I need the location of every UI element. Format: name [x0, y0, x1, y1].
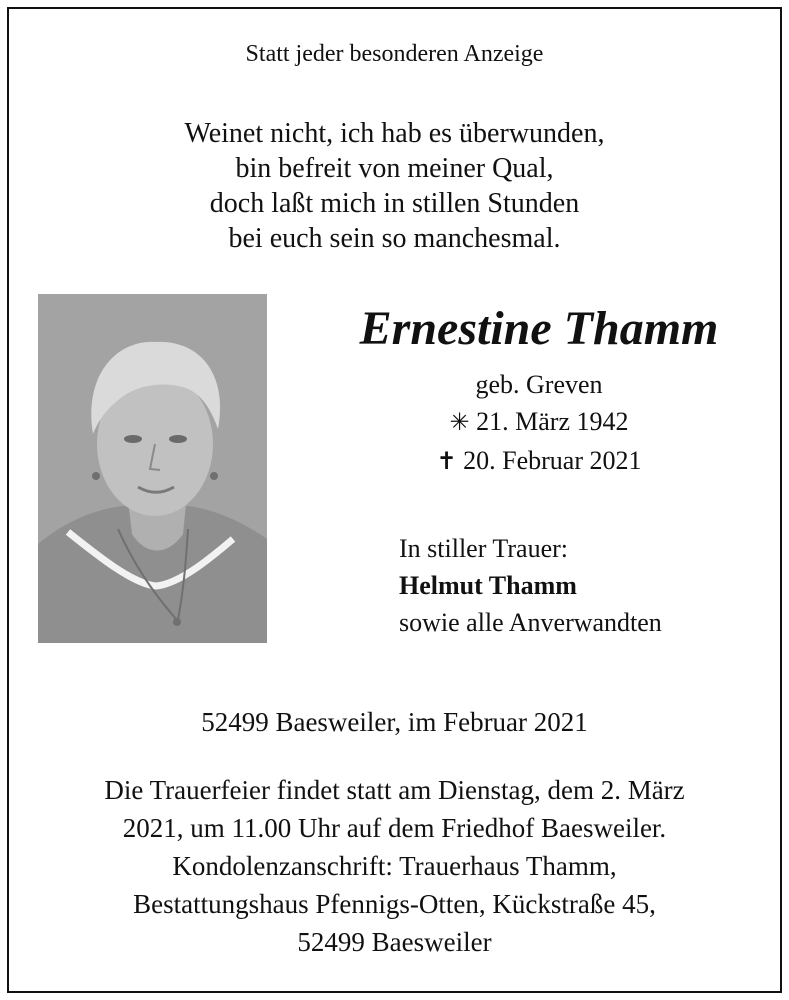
life-dates [389, 366, 689, 481]
poem-line: Weinet nicht, ich hab es überwunden, [184, 118, 605, 149]
details-line: Die Trauerfeier findet statt am Dienstag, dem 2. März [104, 775, 685, 805]
birth-line [389, 403, 689, 442]
birth-star-icon: ✳ [449, 410, 470, 436]
mourners-intro: In stiller Trauer: [399, 534, 568, 563]
details-line: 52499 Baesweiler [297, 927, 492, 957]
death-date: 20. Februar 2021 [463, 446, 642, 475]
details-line: 2021, um 11.00 Uhr auf dem Friedhof Baesweiler. [122, 813, 667, 843]
death-cross-icon: ✝ [436, 449, 457, 475]
place-date: 52499 Baesweiler, im Februar 2021 [201, 707, 588, 737]
death-line [389, 442, 689, 481]
poem-line: bin befreit von meiner Qual, [235, 153, 554, 184]
birth-date: 21. März 1942 [476, 407, 629, 436]
portrait-illustration [38, 294, 267, 643]
poem [9, 116, 780, 256]
deceased-name: Ernestine Thamm [359, 302, 719, 355]
poem-line: bei euch sein so manchesmal. [228, 223, 561, 254]
mourner-primary: Helmut Thamm [399, 571, 577, 600]
poem-line: doch laßt mich in stillen Stunden [209, 188, 580, 219]
notice-header: Statt jeder besonderen Anzeige [245, 41, 544, 67]
mourners-others: sowie alle Anverwandten [399, 608, 662, 637]
details-line: Bestattungshaus Pfennigs-Otten, Kückstraße 45, [133, 889, 656, 919]
service-details [9, 771, 780, 961]
portrait-photo [38, 294, 267, 643]
mourners-block [399, 530, 662, 641]
birth-name: geb. Greven [475, 370, 603, 399]
obituary-frame [7, 7, 782, 993]
details-line: Kondolenzanschrift: Trauerhaus Thamm, [172, 851, 617, 881]
